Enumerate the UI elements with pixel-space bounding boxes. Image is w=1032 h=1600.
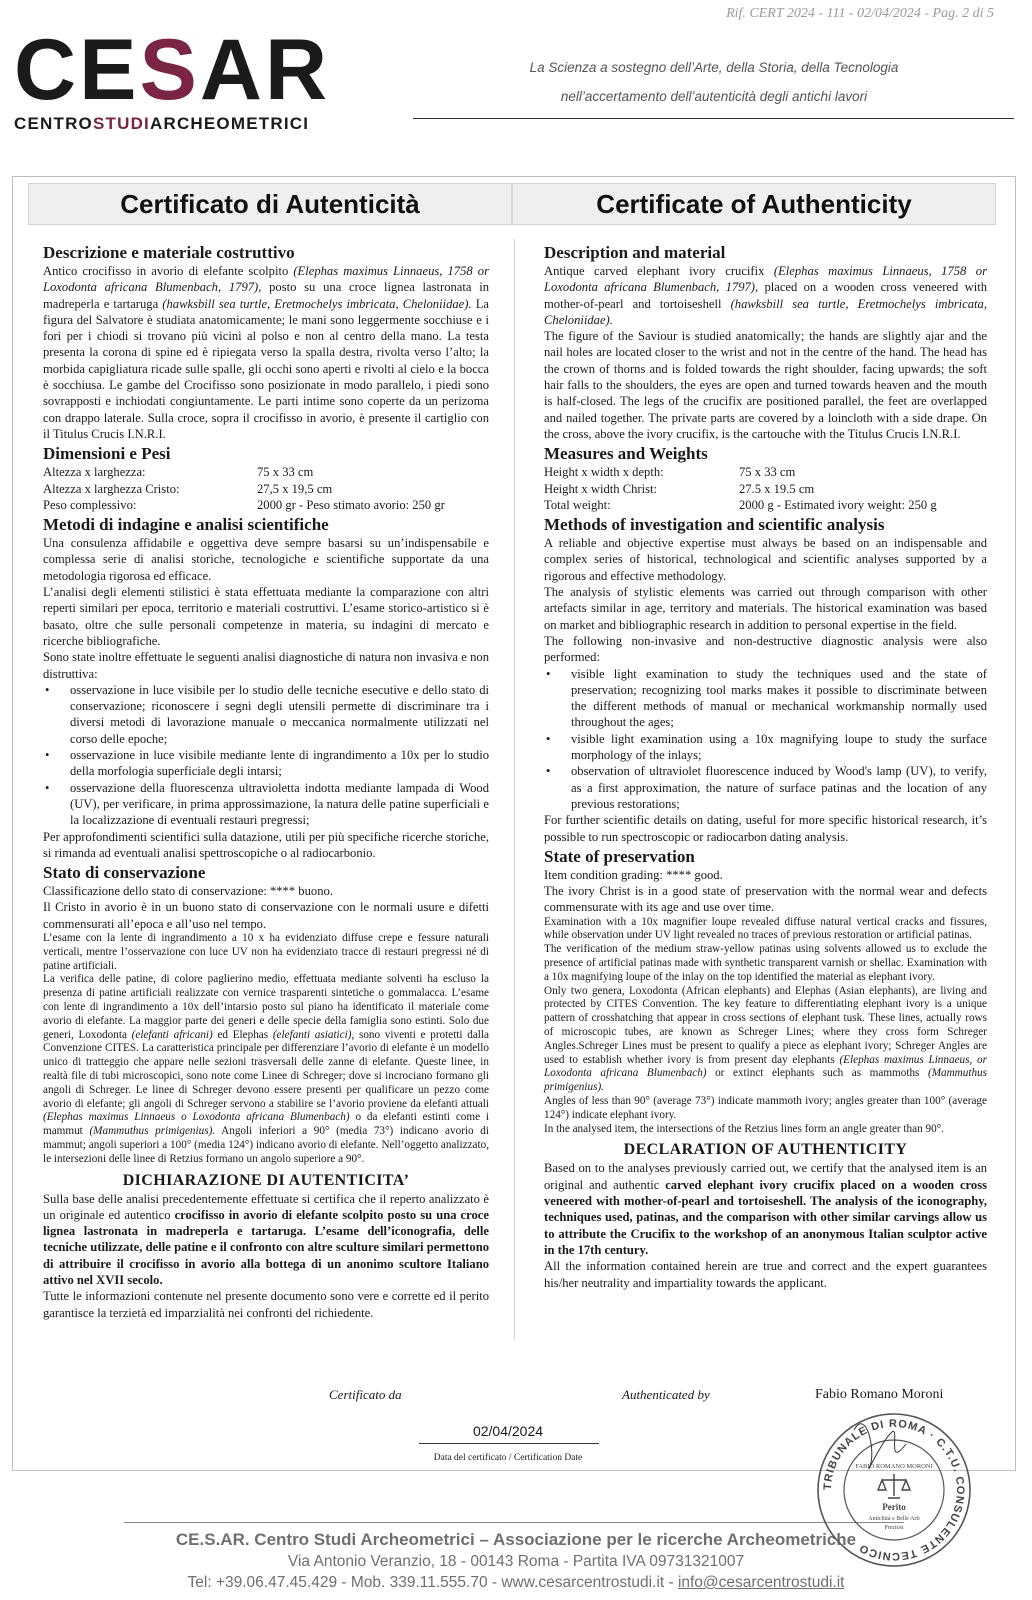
state-grading: Item condition grading: **** good.	[544, 867, 723, 882]
methods-paragraph: The analysis of stylistic elements was carried out through comparison with other artefacts similar in age, territory and materials. The historical examination was based on market and bibliographic research in addition to personal expertise in the field.	[544, 585, 987, 632]
declaration-heading: DECLARATION OF AUTHENTICITY	[623, 1141, 908, 1159]
italian-column	[43, 241, 489, 1321]
declaration-heading: DICHIARAZIONE DI AUTENTICITA’	[122, 1171, 410, 1189]
list-item: • osservazione in luce visibile mediante lente di ingrandimento a 10x per lo studio della morfologia superficiale degli intarsi;	[43, 747, 489, 780]
methods-paragraph: For further scientific details on dating, useful for more specific historical research, it’s possible to run spectroscopic or radiocarbon dating analysis.	[544, 813, 987, 844]
dimension-row: Total weight: 2000 g - Estimated ivory weight: 250 g	[544, 497, 937, 512]
declaration-paragraph: Based on to the analyses previously carried out, we certify that the analysed item is an original and authentic carved elephant ivory crucifix placed on a wooden cross veneered with mother-of-pearl and tortoiseshell. The analysis of the iconography, techniques used, patinas, and the comparison with other similar carvings allow us to attribute the Crucifix to the workshop of an anonymous Italian sculptor active in the 17th century.	[544, 1161, 987, 1257]
state-detail: In the analysed item, the intersections of the Retzius lines form an angle greater than 90°.	[544, 1122, 944, 1135]
logo-wordmark: CESAR	[14, 22, 331, 118]
state-detail: Examination with a 10x magnifier loupe revealed diffuse natural vertical cracks and fissures, while observation under UV light revealed no traces of previous restoration or artificial patinas.	[544, 915, 987, 942]
stamp-center-name: FABIO ROMANO MORONI	[855, 1463, 933, 1470]
title-bar	[28, 183, 996, 225]
date-underline	[419, 1443, 599, 1444]
header-divider	[413, 118, 1014, 119]
tagline-line-2: nell’accertamento dell’autenticità degli antichi lavori	[560, 89, 868, 104]
state-paragraph: Il Cristo in avorio è in un buono stato di conservazione con le normali usure e difetti commensurati all’epoca e all’uso nel tempo.	[43, 900, 489, 931]
state-detail: Only two genera, Loxodonta (African elephants) and Elephas (Asian elephants), are living and protected by CITES Convention. The key feature to differentiating elephant ivory is a unique pattern of crosshatching that appear in cross sections of elephant tusk. These lines, actually rows of microscopic tubes, are known as Schreger Lines; where they cross form Schreger Angles.Schreger Lines must be present to qualify a piece as elephant ivory; Schreger Angles are used to establish whether ivory is from present day elephants (Elephas maximus Linnaeus, or Loxodonta africana Blumenbach) or extinct elephants such as mammoths (Mammuthus primigenius).	[544, 984, 988, 1094]
methods-paragraph: Per approfondimenti scientifici sulla datazione, utili per più specifiche ricerche storiche, si rimanda ad eventuali analisi spettroscopiche o al radiocarbonio.	[43, 829, 489, 860]
methods-paragraph: A reliable and objective expertise must always be based on an indispensable and complex series of historical, technological and scientific analyses supported by a rigorous and effective methodology.	[544, 536, 987, 583]
declaration-paragraph: Sulla base delle analisi precedentemente effettuate si certifica che il reperto analizzato è un originale ed autentico crocifisso in avorio di elefante scolpito posto su una croce lignea lastronata in madreperla e tartaruga. L’esame dell’iconografia, delle tecniche utilizzate, delle patine e il confronto con altre sculture similari permettono di attribuire il crocifisso in avorio alla bottega di un anonimo scultore Italiano attivo nel XVII secolo.	[43, 1191, 489, 1288]
methods-paragraph: L’analisi degli elementi stilistici è stata effettuata mediante la comparazione con altri reperti similari per epoca, territorio e materiali costruttivi. L’esame storico-artistico si è basato, oltre che sulle personali competenze in materia, su indagini di mercato e ricerche bibliografiche.	[43, 585, 489, 648]
signatory-name: Fabio Romano Moroni	[815, 1387, 944, 1402]
state-detail: The verification of the medium straw-yellow patinas using solvents allowed us to exclude the presence of artificial patinas made with synthetic transparent varnish or shellac. Examination with a 10x magnifying loupe of the inlay on the top identified the material as elephant ivory.	[544, 943, 987, 983]
analysis-list	[43, 682, 489, 829]
section-heading-description: Descrizione e materiale costruttivo	[43, 243, 295, 262]
declaration-paragraph: Tutte le informazioni contenute nel presente documento sono vere e corrette ed il perito garantisce la terzietà ed imparzialità nei confronti del richiedente.	[43, 1289, 489, 1320]
declaration-paragraph: All the information contained herein are true and correct and the expert guarantees his/her neutrality and impartiality towards the applicant.	[544, 1259, 987, 1290]
methods-paragraph: The following non-invasive and non-destructive diagnostic analysis were also performed:	[544, 633, 987, 665]
tagline-line-1: La Scienza a sostegno dell’Arte, della Storia, della Tecnologia	[529, 60, 899, 75]
certification-date: 02/04/2024	[472, 1423, 544, 1439]
section-heading-methods: Metodi di indagine e analisi scientifiche	[43, 515, 329, 535]
state-detail: L’esame con la lente di ingrandimento a 10 x ha evidenziato diffuse crepe e fessure naturali verticali, mentre l’osservazione con luce UV non ha evidenziato tracce di restauri pregressi né di patine artificiali.	[43, 931, 489, 972]
state-detail: Angles of less than 90° (average 73°) indicate mammoth ivory; angles greater than 100° (average 124°) indicate elephant ivory.	[544, 1095, 987, 1121]
stamp-center-field: Antichità e Belle Arti	[868, 1516, 920, 1522]
cesar-logo	[14, 22, 374, 134]
authenticated-by-label: Authenticated by	[622, 1387, 710, 1402]
section-heading-state: Stato di conservazione	[43, 863, 206, 883]
document-reference: Rif. CERT 2024 - 111 - 02/04/2024 - Pag. 2 di 5	[726, 6, 994, 21]
email-link[interactable]: info@cesarcentrostudi.it	[677, 1574, 845, 1591]
section-heading-state: State of preservation	[544, 846, 695, 866]
state-grading: Classificazione dello stato di conservazione: **** buono.	[43, 884, 333, 899]
description-paragraph: The figure of the Saviour is studied anatomically; the hands are slightly ajar and the nail holes are located closer to the wrist and not in the centre of the hand. The head has the crown of thorns and is folded towards the right shoulder, facing upwards; the soft hair falls to the shoulders, the eyes are open and turned towards heaven and the mouth is half-closed. The legs of the crucifix are positioned parallel, the feet are overlapped and nailed together. The private parts are covered by a loincloth with a side drape. On the cross, above the ivory crucifix, is the cartouche with the Titulus Crucis I.N.R.I.	[544, 329, 987, 441]
title-english: Certificate of Authenticity	[512, 183, 996, 225]
footer-contacts: Tel: +39.06.47.45.429 - Mob. 339.11.555.70 - www.cesarcentrostudi.it - info@cesarcentrostudi.it	[187, 1574, 845, 1591]
list-item: • osservazione della fluorescenza ultravioletta indotta mediante lampada di Wood (UV), per verificare, in prima approssimazione, la natura delle patine superficiali e la localizzazione di eventuali restauri pregressi;	[43, 780, 489, 829]
english-column	[544, 241, 987, 1291]
footer-address: Via Antonio Veranzio, 18 - 00143 Roma - Partita IVA 09731321007	[287, 1553, 745, 1570]
official-stamp	[814, 1410, 974, 1570]
description-paragraph: Antique carved elephant ivory crucifix (Elephas maximus Linnaeus, 1758 or Loxodonta africana Blumenbach, 1797), placed on a wooden cross veneered with mother-of-pearl and tortoiseshell (hawksbill sea turtle, Eretmochelys imbricata, Cheloniidae).	[544, 264, 987, 327]
section-heading-dimensions: Dimensioni e Pesi	[43, 444, 171, 464]
scales-of-justice-icon	[878, 1474, 910, 1498]
list-item: • osservazione in luce visibile per lo studio delle tecniche esecutive e dello stato di conservazione; riconoscere i segni degli utensili permette di discriminare tra i diversi metodi di lavorazione manuale o meccanica normalmente utilizzati nel corso delle epoche;	[43, 682, 489, 747]
section-heading-description: Description and material	[544, 243, 726, 262]
certified-by-label: Certificato da	[329, 1387, 402, 1402]
methods-paragraph: Una consulenza affidabile e oggettiva deve sempre basarsi su un’indispensabile e complessa serie di analisi storiche, tecnologiche e scientifiche supportate da una metodologia rigorosa ed efficace.	[43, 536, 489, 583]
title-italian: Certificato di Autenticità	[28, 183, 512, 225]
list-item: • visible light examination to study the techniques used and the state of preservation; recognizing tool marks makes it possible to discriminate between the different methods of manual or mechanical workmanship normally used throughout the ages;	[544, 666, 987, 731]
description-paragraph: Antico crocifisso in avorio di elefante scolpito (Elephas maximus Linnaeus, 1758 or Loxodonta africana Blumenbach, 1797), posto su una croce lignea lastronata in madreperla e tartaruga (hawksbill sea turtle, Eretmochelys imbricata, Cheloniidae). La figura del Salvatore è studiata anatomicamente; le mani sono leggermente socchiuse e i fori per i chiodi si trovano più vicini al polso e non al centro della mano. La testa presenta la corona di spine ed è ripiegata verso la spalla destra, rivolta verso l’alto; la morbida capigliatura ricade sulle spalle, gli occhi sono aperti e rivolti al cielo e la bocca è socchiusa. Le gambe del Crocifisso sono posizionate in modo parallelo, i piedi sono sovrapposti e inchiodati congiuntamente. Le parti intime sono coperte da un perizoma con drappo laterale. Sulla croce, sopra il crocifisso in avorio, è presente il cartiglio con il Titulus Crucis I.N.R.I.	[43, 264, 490, 441]
stamp-center-sub: Preziosi	[884, 1525, 904, 1531]
analysis-list	[544, 666, 987, 813]
list-item: • observation of ultraviolet fluorescence induced by Wood's lamp (UV), to verify, as a first approximation, the nature of surface patinas and the location of any previous restorations;	[544, 763, 987, 812]
dimension-row: Altezza x larghezza Cristo: 27,5 x 19,5 cm	[43, 481, 333, 496]
section-heading-methods: Methods of investigation and scientific analysis	[544, 515, 885, 535]
stamp-center-role: Perito	[882, 1502, 906, 1512]
section-heading-dimensions: Measures and Weights	[544, 444, 708, 464]
dimension-row: Height x width Christ: 27.5 x 19.5 cm	[544, 481, 815, 496]
list-item: • visible light examination using a 10x magnifying loupe to study the surface morphology of the inlays;	[544, 731, 987, 764]
state-detail: La verifica delle patine, di colore paglierino medio, effettuata mediante solventi ha escluso la presenza di patine artificiali realizzate con vernice trasparenti sintetiche o gommalacca. L’esame con lente di ingrandimento a 10x dell’intarsio posto sul piano ha identificato il materiale come avorio di elefante. La maggior parte dei generi e delle specie della famiglia sono estinti. Solo due generi, Loxodonta (elefanti africani) ed Elephas (elefanti asiatici), sono viventi e protetti dalla Convenzione CITES. La caratteristica principale per differenziare l’avorio di elefante è un modello unico di tratteggio che appare nelle sezioni trasversali delle zanne di elefante. Queste linee, in realtà file di tubi microscopici, sono note come Linee di Schreger; dove si incrociano formano gli angoli di Schreger. Le linee di Schreger devono essere presenti per qualificare un pezzo come avorio di elefante; gli angoli di Schreger servono a stabilire se l’avorio proviene da elefanti attuali (Elephas maximus Linnaeus o Loxodonta africana Blumenbach) o da elefanti estinti come i mammut (Mammuthus primigenius). Angoli inferiori a 90° (media 73°) indicano avorio di mammut; angoli superiori a 100° (media 124°) indicano avorio di elefante. Nell’oggetto analizzato, le intersezioni delle linee di Retzius formano un angolo superiore a 90°.	[43, 973, 490, 1165]
methods-paragraph: Sono state inoltre effettuate le seguenti analisi diagnostiche di natura non invasiva e non distruttiva:	[43, 650, 489, 681]
footer-divider	[124, 1522, 904, 1523]
dimension-row: Height x width x depth: 75 x 33 cm	[544, 465, 796, 480]
dimension-row: Peso complessivo: 2000 gr - Peso stimato avorio: 250 gr	[43, 497, 445, 512]
certificate-frame	[12, 176, 1016, 1471]
footer-organization: CE.S.AR. Centro Studi Archeometrici – Associazione per le ricerche Archeometriche	[175, 1530, 857, 1549]
stamp-ring-text: TRIBUNALE DI ROMA · C.T.U. CONSULENTE TECNICO	[821, 1417, 967, 1563]
logo-subtitle: CENTROSTUDIARCHEOMETRICI	[14, 114, 310, 133]
certification-date-label: Data del certificato / Certification Date	[433, 1453, 583, 1463]
column-divider	[514, 239, 515, 1339]
state-paragraph: The ivory Christ is in a good state of preservation with the normal wear and defects commensurate with its age and use over time.	[544, 884, 987, 915]
dimension-row: Altezza x larghezza: 75 x 33 cm	[43, 465, 314, 480]
